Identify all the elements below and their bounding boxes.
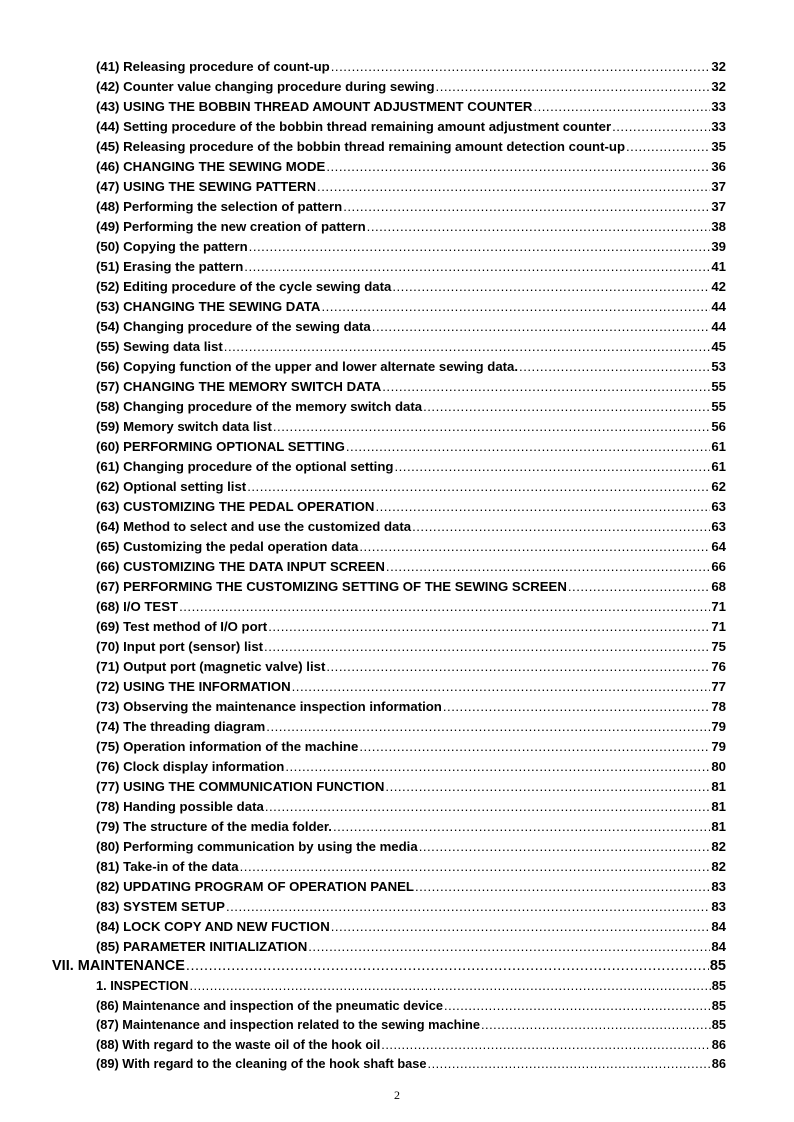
toc-entry-title: (61) Changing procedure of the optional setting bbox=[96, 459, 394, 474]
toc-entry bbox=[96, 457, 726, 477]
toc-entry bbox=[96, 637, 726, 657]
toc-entry-page: 63 bbox=[711, 519, 726, 534]
toc-leader-dots bbox=[359, 537, 710, 557]
toc-entry-page: 33 bbox=[711, 119, 726, 134]
toc-entry-page: 32 bbox=[711, 59, 726, 74]
toc-entry-title: 1. INSPECTION bbox=[96, 978, 189, 993]
toc-entry bbox=[96, 757, 726, 777]
toc-entry bbox=[96, 157, 726, 177]
toc-entry-page: 79 bbox=[711, 719, 726, 734]
toc-entry-title: (66) CUSTOMIZING THE DATA INPUT SCREEN bbox=[96, 559, 385, 574]
toc-leader-dots bbox=[386, 557, 710, 577]
toc-entry-title: (81) Take-in of the data bbox=[96, 859, 239, 874]
toc-leader-dots bbox=[264, 637, 710, 657]
toc-leader-dots bbox=[265, 797, 711, 817]
toc-sub-entries bbox=[96, 976, 726, 1074]
toc-leader-dots bbox=[419, 837, 711, 857]
toc-entry-page: 61 bbox=[711, 459, 726, 474]
toc-entry bbox=[96, 697, 726, 717]
toc-entry-title: (64) Method to select and use the customized data bbox=[96, 519, 412, 534]
toc-leader-dots bbox=[568, 577, 710, 597]
toc-leader-dots bbox=[179, 597, 710, 617]
toc-entry-title: (83) SYSTEM SETUP bbox=[96, 899, 225, 914]
toc-entry-page: 66 bbox=[711, 559, 726, 574]
toc-entry bbox=[96, 717, 726, 737]
toc-leader-dots bbox=[249, 237, 711, 257]
toc-entry bbox=[96, 617, 726, 637]
toc-entry-page: 62 bbox=[711, 479, 726, 494]
toc-entry bbox=[96, 777, 726, 797]
toc-entry-page: 85 bbox=[711, 997, 726, 1013]
toc-leader-dots bbox=[346, 437, 710, 457]
toc-leader-dots bbox=[436, 77, 711, 97]
toc-entry-page: 78 bbox=[711, 699, 726, 714]
toc-entry-page: 76 bbox=[711, 659, 726, 674]
toc-entry-page: 37 bbox=[711, 199, 726, 214]
toc-entry-page: 75 bbox=[711, 639, 726, 654]
toc-leader-dots bbox=[189, 976, 710, 996]
toc-leader-dots bbox=[331, 917, 711, 937]
toc-entry-page: 80 bbox=[711, 759, 726, 774]
toc-entry-page: 82 bbox=[711, 839, 726, 854]
toc-entry bbox=[96, 517, 726, 537]
toc-leader-dots bbox=[292, 677, 711, 697]
toc-entry bbox=[96, 857, 726, 877]
toc-entry-page: 77 bbox=[711, 679, 726, 694]
toc-entry-title: (48) Performing the selection of pattern bbox=[96, 199, 343, 214]
toc-entry-page: 61 bbox=[711, 439, 726, 454]
toc-entry bbox=[96, 97, 726, 117]
toc-entry-page: 42 bbox=[711, 279, 726, 294]
toc-entry-page: 55 bbox=[711, 379, 726, 394]
toc-entry-page: 35 bbox=[711, 139, 726, 154]
toc-leader-dots bbox=[412, 517, 710, 537]
toc-leader-dots bbox=[372, 317, 711, 337]
toc-leader-dots bbox=[428, 1054, 711, 1074]
toc-entry-title: (68) I/O TEST bbox=[96, 599, 179, 614]
toc-leader-dots bbox=[317, 177, 710, 197]
toc-entry-page: 36 bbox=[711, 159, 726, 174]
toc-entry bbox=[96, 557, 726, 577]
toc-entry bbox=[96, 976, 726, 996]
toc-entries bbox=[96, 57, 726, 957]
toc-entry bbox=[96, 237, 726, 257]
toc-leader-dots bbox=[626, 137, 710, 157]
toc-leader-dots bbox=[308, 937, 710, 957]
toc-chapter-page: 85 bbox=[709, 958, 726, 974]
toc-entry-page: 55 bbox=[711, 399, 726, 414]
toc-entry bbox=[96, 657, 726, 677]
toc-entry bbox=[96, 437, 726, 457]
toc-entry bbox=[96, 377, 726, 397]
toc-entry bbox=[96, 57, 726, 77]
toc-entry bbox=[96, 537, 726, 557]
toc-entry-page: 32 bbox=[711, 79, 726, 94]
toc-entry-page: 53 bbox=[711, 359, 726, 374]
toc-entry bbox=[96, 797, 726, 817]
toc-leader-dots bbox=[326, 657, 710, 677]
toc-entry-title: (78) Handing possible data bbox=[96, 799, 264, 814]
toc-entry-title: (62) Optional setting list bbox=[96, 479, 247, 494]
toc-leader-dots bbox=[533, 97, 710, 117]
toc-entry-title: (88) With regard to the waste oil of the hook oil bbox=[96, 1036, 381, 1052]
toc-leader-dots bbox=[367, 217, 711, 237]
toc-entry bbox=[96, 996, 726, 1016]
toc-leader-dots bbox=[444, 996, 711, 1016]
toc-entry-page: 56 bbox=[711, 419, 726, 434]
toc-entry-page: 41 bbox=[711, 259, 726, 274]
toc-entry-page: 85 bbox=[711, 978, 726, 993]
toc-entry-page: 86 bbox=[711, 1056, 726, 1072]
toc-entry-page: 81 bbox=[711, 779, 726, 794]
toc-entry-title: (60) PERFORMING OPTIONAL SETTING bbox=[96, 439, 345, 454]
toc-leader-dots bbox=[382, 377, 710, 397]
toc-entry-title: (53) CHANGING THE SEWING DATA bbox=[96, 299, 321, 314]
toc-leader-dots bbox=[266, 717, 710, 737]
toc-leader-dots bbox=[415, 877, 710, 897]
toc-entry bbox=[96, 397, 726, 417]
toc-chapter-heading bbox=[52, 957, 726, 976]
toc-entry bbox=[96, 737, 726, 757]
toc-entry bbox=[96, 337, 726, 357]
toc-entry bbox=[96, 817, 726, 837]
toc-entry-title: (73) Observing the maintenance inspection information bbox=[96, 699, 442, 714]
toc-entry bbox=[96, 677, 726, 697]
toc-entry-page: 79 bbox=[711, 739, 726, 754]
toc-entry-page: 63 bbox=[711, 499, 726, 514]
toc-entry bbox=[96, 177, 726, 197]
toc-entry-title: (74) The threading diagram bbox=[96, 719, 266, 734]
toc-leader-dots bbox=[385, 777, 710, 797]
toc-entry-title: (52) Editing procedure of the cycle sewing data bbox=[96, 279, 392, 294]
table-of-contents bbox=[52, 57, 726, 1074]
toc-leader-dots bbox=[423, 397, 710, 417]
toc-entry-page: 33 bbox=[711, 99, 726, 114]
toc-leader-dots bbox=[268, 617, 710, 637]
toc-chapter-title: VII. MAINTENANCE bbox=[52, 958, 185, 974]
toc-leader-dots bbox=[359, 737, 710, 757]
toc-entry-title: (44) Setting procedure of the bobbin thread remaining amount adjustment counter bbox=[96, 119, 612, 134]
toc-leader-dots bbox=[240, 857, 711, 877]
toc-entry-title: (71) Output port (magnetic valve) list bbox=[96, 659, 326, 674]
toc-entry-page: 81 bbox=[711, 819, 726, 834]
toc-entry-title: (67) PERFORMING THE CUSTOMIZING SETTING OF THE SEWING SCREEN bbox=[96, 579, 567, 594]
toc-entry-page: 44 bbox=[711, 299, 726, 314]
toc-entry-title: (87) Maintenance and inspection related to the sewing machine bbox=[96, 1017, 480, 1033]
toc-entry-title: (84) LOCK COPY AND NEW FUCTION bbox=[96, 919, 330, 934]
toc-entry-page: 71 bbox=[711, 599, 726, 614]
toc-entry-title: (55) Sewing data list bbox=[96, 339, 223, 354]
toc-leader-dots bbox=[343, 197, 710, 217]
toc-leader-dots bbox=[392, 277, 710, 297]
toc-leader-dots bbox=[321, 297, 710, 317]
toc-entry-page: 44 bbox=[711, 319, 726, 334]
toc-entry-title: (79) The structure of the media folder. bbox=[96, 819, 332, 834]
toc-entry bbox=[96, 477, 726, 497]
toc-entry-title: (70) Input port (sensor) list bbox=[96, 639, 264, 654]
toc-entry bbox=[96, 497, 726, 517]
page-number: 2 bbox=[394, 1088, 400, 1102]
toc-leader-dots bbox=[519, 357, 710, 377]
toc-entry-title: (58) Changing procedure of the memory switch data bbox=[96, 399, 423, 414]
toc-leader-dots bbox=[381, 1035, 710, 1055]
toc-entry-page: 39 bbox=[711, 239, 726, 254]
toc-entry-title: (80) Performing communication by using the media bbox=[96, 839, 418, 854]
toc-entry-page: 85 bbox=[711, 1017, 726, 1033]
toc-entry-title: (54) Changing procedure of the sewing data bbox=[96, 319, 371, 334]
toc-entry-title: (50) Copying the pattern bbox=[96, 239, 248, 254]
toc-leader-dots bbox=[375, 497, 710, 517]
toc-leader-dots bbox=[247, 477, 710, 497]
toc-leader-dots bbox=[612, 117, 710, 137]
toc-entry-page: 38 bbox=[711, 219, 726, 234]
toc-entry bbox=[96, 357, 726, 377]
toc-entry-title: (63) CUSTOMIZING THE PEDAL OPERATION bbox=[96, 499, 375, 514]
toc-entry-page: 81 bbox=[711, 799, 726, 814]
toc-entry bbox=[96, 417, 726, 437]
toc-entry-page: 83 bbox=[711, 879, 726, 894]
toc-entry-page: 82 bbox=[711, 859, 726, 874]
toc-entry bbox=[96, 257, 726, 277]
toc-entry bbox=[96, 937, 726, 957]
toc-entry-title: (82) UPDATING PROGRAM OF OPERATION PANEL bbox=[96, 879, 414, 894]
toc-entry-title: (45) Releasing procedure of the bobbin thread remaining amount detection count-up bbox=[96, 139, 626, 154]
toc-entry-title: (46) CHANGING THE SEWING MODE bbox=[96, 159, 326, 174]
toc-entry-title: (77) USING THE COMMUNICATION FUNCTION bbox=[96, 779, 385, 794]
toc-leader-dots bbox=[224, 337, 711, 357]
toc-leader-dots bbox=[331, 57, 711, 77]
toc-entry-title: (41) Releasing procedure of count-up bbox=[96, 59, 330, 74]
toc-entry-title: (42) Counter value changing procedure during sewing bbox=[96, 79, 435, 94]
toc-entry-title: (86) Maintenance and inspection of the pneumatic device bbox=[96, 997, 444, 1013]
toc-entry bbox=[96, 117, 726, 137]
toc-entry-page: 68 bbox=[711, 579, 726, 594]
toc-entry-title: (89) With regard to the cleaning of the hook shaft base bbox=[96, 1056, 427, 1072]
toc-entry bbox=[96, 837, 726, 857]
toc-entry-title: (47) USING THE SEWING PATTERN bbox=[96, 179, 317, 194]
toc-entry bbox=[96, 77, 726, 97]
toc-leader-dots bbox=[394, 457, 710, 477]
toc-leader-dots bbox=[226, 897, 710, 917]
toc-entry bbox=[96, 1054, 726, 1074]
toc-entry bbox=[96, 577, 726, 597]
toc-entry bbox=[96, 137, 726, 157]
toc-entry-page: 84 bbox=[711, 919, 726, 934]
toc-leader-dots bbox=[273, 417, 710, 437]
toc-entry-title: (76) Clock display information bbox=[96, 759, 285, 774]
toc-entry bbox=[96, 277, 726, 297]
toc-leader-dots bbox=[443, 697, 710, 717]
toc-entry bbox=[96, 917, 726, 937]
toc-entry-title: (65) Customizing the pedal operation data bbox=[96, 539, 359, 554]
toc-entry-title: (72) USING THE INFORMATION bbox=[96, 679, 291, 694]
toc-entry-page: 71 bbox=[711, 619, 726, 634]
toc-entry-page: 64 bbox=[711, 539, 726, 554]
toc-leader-dots bbox=[326, 157, 710, 177]
toc-entry-title: (57) CHANGING THE MEMORY SWITCH DATA bbox=[96, 379, 382, 394]
toc-entry bbox=[96, 597, 726, 617]
toc-leader-dots bbox=[333, 817, 710, 837]
toc-entry-title: (51) Erasing the pattern bbox=[96, 259, 244, 274]
toc-entry-title: (43) USING THE BOBBIN THREAD AMOUNT ADJUSTMENT COUNTER bbox=[96, 99, 533, 114]
toc-entry bbox=[96, 217, 726, 237]
toc-leader-dots bbox=[244, 257, 710, 277]
toc-entry bbox=[96, 317, 726, 337]
toc-entry-title: (85) PARAMETER INITIALIZATION bbox=[96, 939, 308, 954]
toc-entry-page: 37 bbox=[711, 179, 726, 194]
toc-entry-title: (56) Copying function of the upper and lower alternate sewing data. bbox=[96, 359, 519, 374]
toc-leader-dots bbox=[481, 1015, 711, 1035]
toc-entry-title: (59) Memory switch data list bbox=[96, 419, 272, 434]
toc-entry bbox=[96, 1035, 726, 1055]
toc-entry-page: 45 bbox=[711, 339, 726, 354]
toc-leader-dots bbox=[285, 757, 710, 777]
toc-leader-dots bbox=[186, 957, 709, 976]
toc-entry bbox=[96, 297, 726, 317]
toc-entry-title: (69) Test method of I/O port bbox=[96, 619, 268, 634]
toc-entry-page: 83 bbox=[711, 899, 726, 914]
toc-entry bbox=[96, 197, 726, 217]
toc-entry bbox=[96, 877, 726, 897]
toc-entry-page: 86 bbox=[711, 1036, 726, 1052]
toc-entry bbox=[96, 1015, 726, 1035]
toc-entry-page: 84 bbox=[711, 939, 726, 954]
toc-entry-title: (49) Performing the new creation of pattern bbox=[96, 219, 366, 234]
toc-entry-title: (75) Operation information of the machine bbox=[96, 739, 359, 754]
toc-entry bbox=[96, 897, 726, 917]
